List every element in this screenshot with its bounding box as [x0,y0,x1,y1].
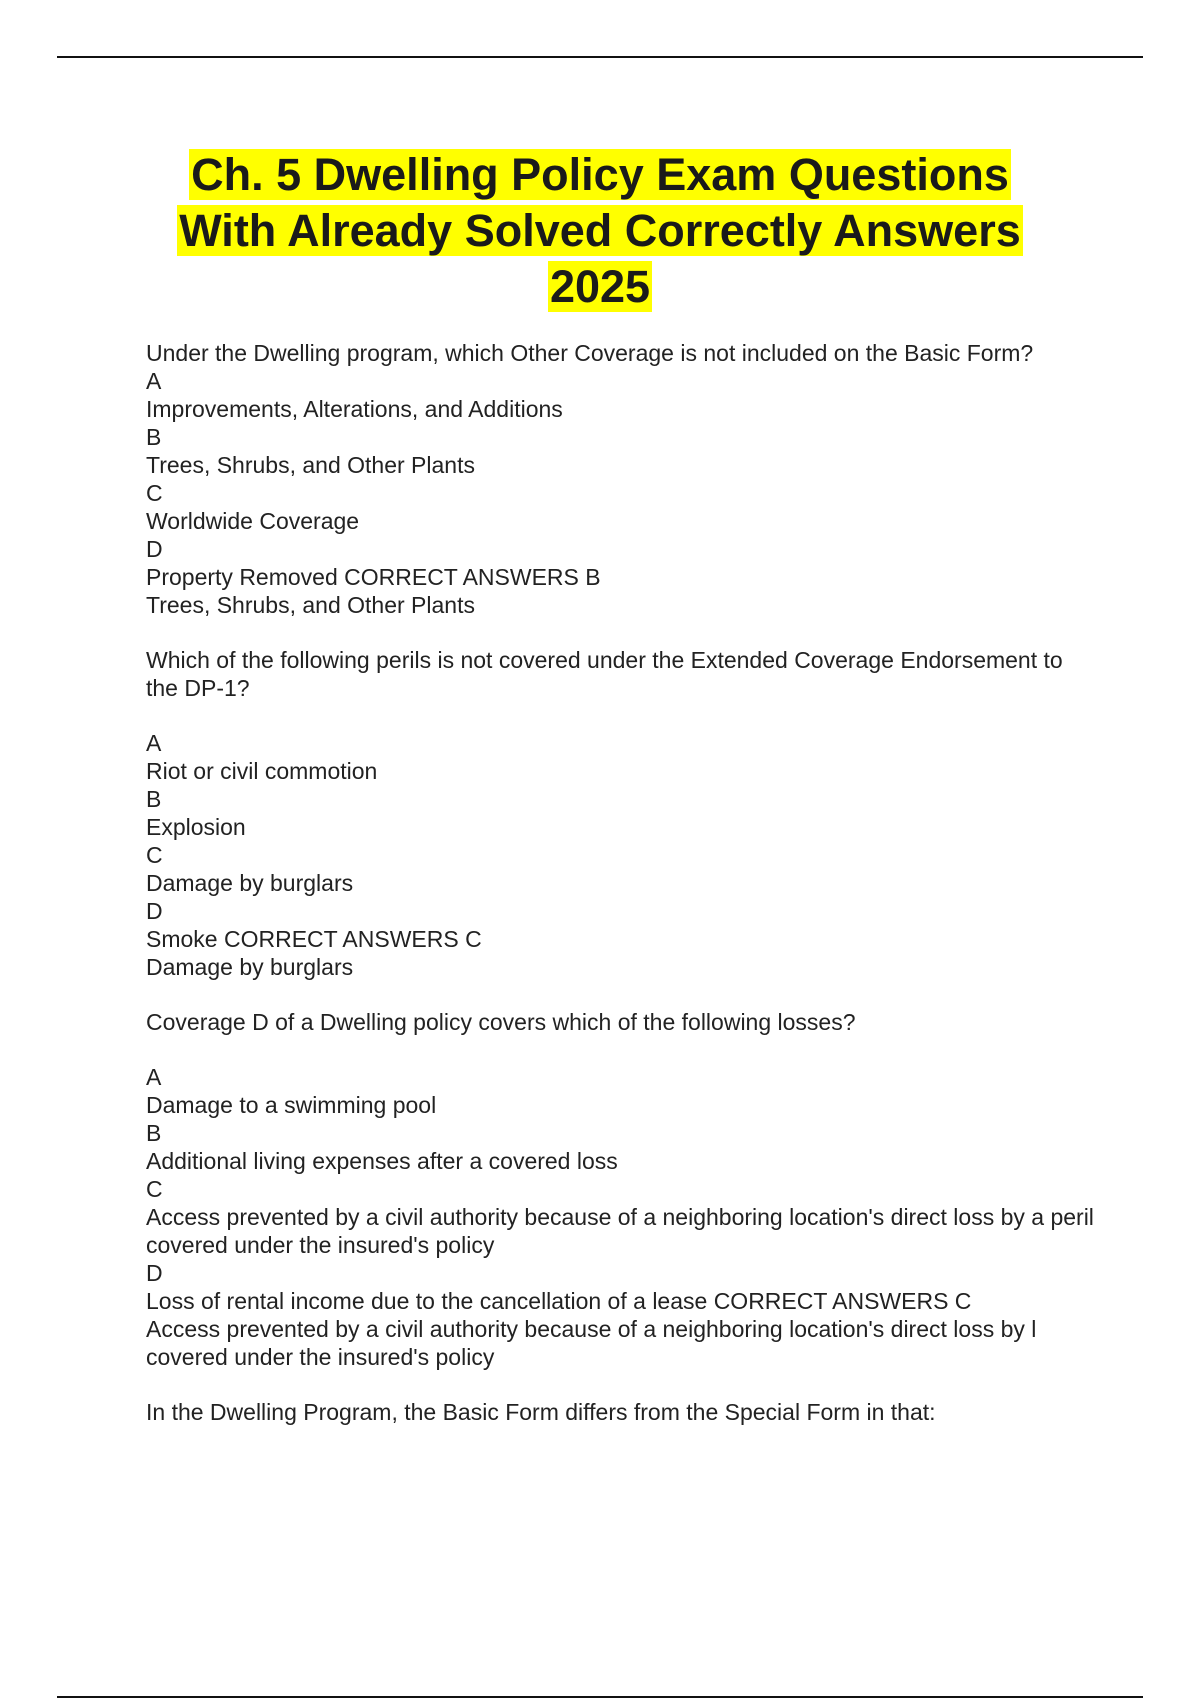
answer-text-line-1: Access prevented by a civil authority because of a neighboring location's direct loss by l [146,1316,1037,1342]
option-text-c: Access prevented by a civil authority because of a neighboring location's direct loss by a peril covered under the insured's policy [146,1204,1101,1258]
question-block-3 [146,1008,1101,1371]
answer-text: Damage by burglars [146,954,354,980]
option-letter-a: A [146,1064,162,1090]
question-text: Coverage D of a Dwelling policy covers which of the following losses? [146,1009,856,1035]
option-text-a: Damage to a swimming pool [146,1092,437,1118]
option-letter-b: B [146,1120,162,1146]
document-body [146,339,1101,1426]
option-letter-d: D [146,1260,163,1286]
option-letter-a: A [146,368,162,394]
option-letter-b: B [146,786,162,812]
answer-text-line-2: covered under the insured's policy [146,1344,495,1370]
option-text-d: Loss of rental income due to the cancellation of a lease CORRECT ANSWERS C [146,1288,972,1314]
question-block-2 [146,646,1096,981]
option-letter-c: C [146,1176,163,1202]
question-text: In the Dwelling Program, the Basic Form differs from the Special Form in that: [146,1399,936,1425]
option-text-b: Trees, Shrubs, and Other Plants [146,452,475,478]
top-divider [57,56,1143,58]
title-line-2: With Already Solved Correctly Answers [179,205,1021,256]
option-text-b: Explosion [146,814,246,840]
option-letter-d: D [146,898,163,924]
option-text-d: Property Removed CORRECT ANSWERS B [146,564,601,590]
option-text-b: Additional living expenses after a covered loss [146,1148,618,1174]
spacer [146,1371,1096,1398]
question-block-1 [146,339,1096,619]
option-letter-c: C [146,480,163,506]
spacer [146,981,1096,1008]
question-text: Under the Dwelling program, which Other Coverage is not included on the Basic Form? [146,340,1034,366]
option-letter-a: A [146,730,162,756]
option-letter-b: B [146,424,162,450]
option-letter-c: C [146,842,163,868]
title-line-3: 2025 [549,261,651,312]
document-title [60,147,1140,315]
title-line-1: Ch. 5 Dwelling Policy Exam Questions [191,149,1009,200]
bottom-divider [57,1696,1143,1698]
option-text-a: Improvements, Alterations, and Additions [146,396,563,422]
option-text-d: Smoke CORRECT ANSWERS C [146,926,482,952]
question-text: Which of the following perils is not covered under the Extended Coverage Endorsement to the DP-1? [146,647,1070,701]
option-text-c: Worldwide Coverage [146,508,360,534]
spacer [146,702,1096,729]
answer-text: Trees, Shrubs, and Other Plants [146,592,475,618]
question-block-4 [146,1398,1096,1426]
option-letter-d: D [146,536,163,562]
spacer [146,1036,1096,1063]
option-text-a: Riot or civil commotion [146,758,378,784]
spacer [146,619,1096,646]
option-text-c: Damage by burglars [146,870,354,896]
